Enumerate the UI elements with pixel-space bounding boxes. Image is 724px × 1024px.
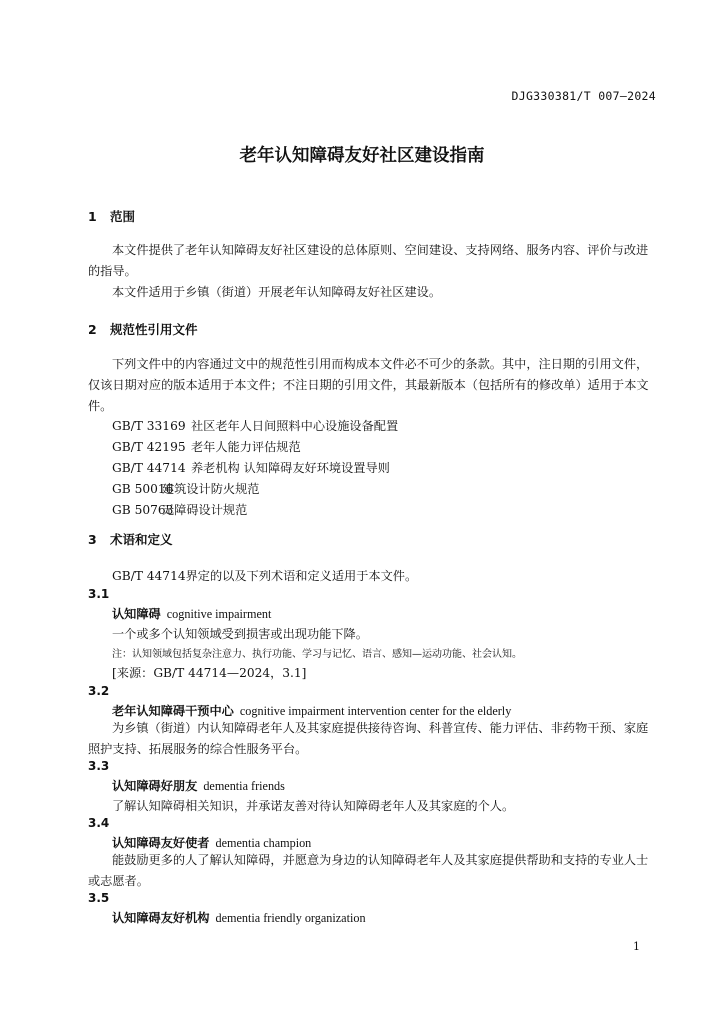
term-source: [来源：GB/T 44714—2024，3.1] (112, 666, 307, 680)
term-english: cognitive impairment intervention center for the elderly (239, 704, 512, 718)
term-chinese: 认知障碍友好使者 (112, 836, 210, 850)
page-title: 老年认知障碍友好社区建设指南 (239, 146, 485, 166)
term-chinese: 认知障碍友好机构 (112, 911, 210, 925)
clause-number: 3.5 (88, 891, 110, 905)
section-2-paragraph: 下列文件中的内容通过文中的规范性引用而构成本文件必不可少的条款。其中，注日期的引用文件，仅该日期对应的版本适用于本文件；不注日期的引用文件，其最新版本（包括所有的修改单）适用于本文件。 (88, 357, 649, 413)
reference-title: 社区老年人日间照料中心设施设备配置 (191, 419, 399, 433)
term-definition: 一个或多个认知领域受到损害或出现功能下降。 (112, 627, 368, 641)
clause-number: 3.4 (88, 816, 110, 830)
reference-item (112, 501, 247, 518)
clause-number: 3.3 (88, 759, 110, 773)
reference-title: 老年人能力评估规范 (191, 440, 301, 454)
reference-code: GB/T 44714 (112, 461, 186, 475)
section-1-paragraph-2: 本文件适用于乡镇（街道）开展老年认知障碍友好社区建设。 (112, 285, 442, 299)
term-english: dementia champion (215, 836, 312, 850)
section-title: 范围 (110, 209, 136, 224)
section-title: 术语和定义 (110, 532, 173, 547)
term-note: 注：认知领域包括复杂注意力、执行功能、学习与记忆、语言、感知—运动功能、社会认知。 (112, 649, 522, 660)
reference-code: GB/T 33169 (112, 419, 186, 433)
reference-title: 无障碍设计规范 (162, 503, 248, 517)
section-2-heading (88, 320, 198, 338)
section-title: 规范性引用文件 (110, 322, 198, 337)
term-chinese: 老年认知障碍干预中心 (112, 704, 234, 718)
reference-code: GB 50763 (112, 503, 174, 517)
reference-item (112, 480, 260, 497)
term-entry (112, 909, 366, 926)
term-entry (112, 777, 285, 794)
reference-code: GB 50016 (112, 482, 174, 496)
section-number: 2 (88, 322, 97, 337)
section-3-intro: GB/T 44714界定的以及下列术语和定义适用于本文件。 (112, 569, 418, 583)
term-english: dementia friends (203, 779, 285, 793)
section-3-heading (88, 530, 173, 548)
term-entry (112, 702, 511, 719)
term-chinese: 认知障碍好朋友 (112, 779, 198, 793)
page-number: 1 (633, 940, 640, 953)
term-definition: 了解认知障碍相关知识，并承诺友善对待认知障碍老年人及其家庭的个人。 (112, 799, 515, 813)
term-entry (112, 605, 271, 622)
term-definition: 能鼓励更多的人了解认知障碍，并愿意为身边的认知障碍老年人及其家庭提供帮助和支持的专业人士或志愿者。 (88, 853, 649, 888)
section-1-paragraph-1: 本文件提供了老年认知障碍友好社区建设的总体原则、空间建设、支持网络、服务内容、评价与改进的指导。 (88, 243, 649, 278)
reference-item (112, 438, 301, 455)
term-english: dementia friendly organization (215, 911, 366, 925)
term-entry (112, 834, 311, 851)
reference-code: GB/T 42195 (112, 440, 186, 454)
clause-number: 3.1 (88, 587, 110, 601)
reference-title: 养老机构 认知障碍友好环境设置导则 (191, 461, 390, 475)
reference-item (112, 459, 390, 476)
clause-number: 3.2 (88, 684, 110, 698)
section-number: 1 (88, 209, 97, 224)
reference-item (112, 417, 398, 434)
standard-number: DJG330381/T 007—2024 (511, 89, 656, 103)
term-english: cognitive impairment (166, 607, 272, 621)
section-1-heading (88, 207, 135, 225)
term-chinese: 认知障碍 (112, 607, 161, 621)
reference-title: 建筑设计防火规范 (162, 482, 260, 496)
section-number: 3 (88, 532, 97, 547)
term-definition: 为乡镇（街道）内认知障碍老年人及其家庭提供接待咨询、科普宣传、能力评估、非药物干预、家庭照护支持、拓展服务的综合性服务平台。 (88, 721, 649, 756)
